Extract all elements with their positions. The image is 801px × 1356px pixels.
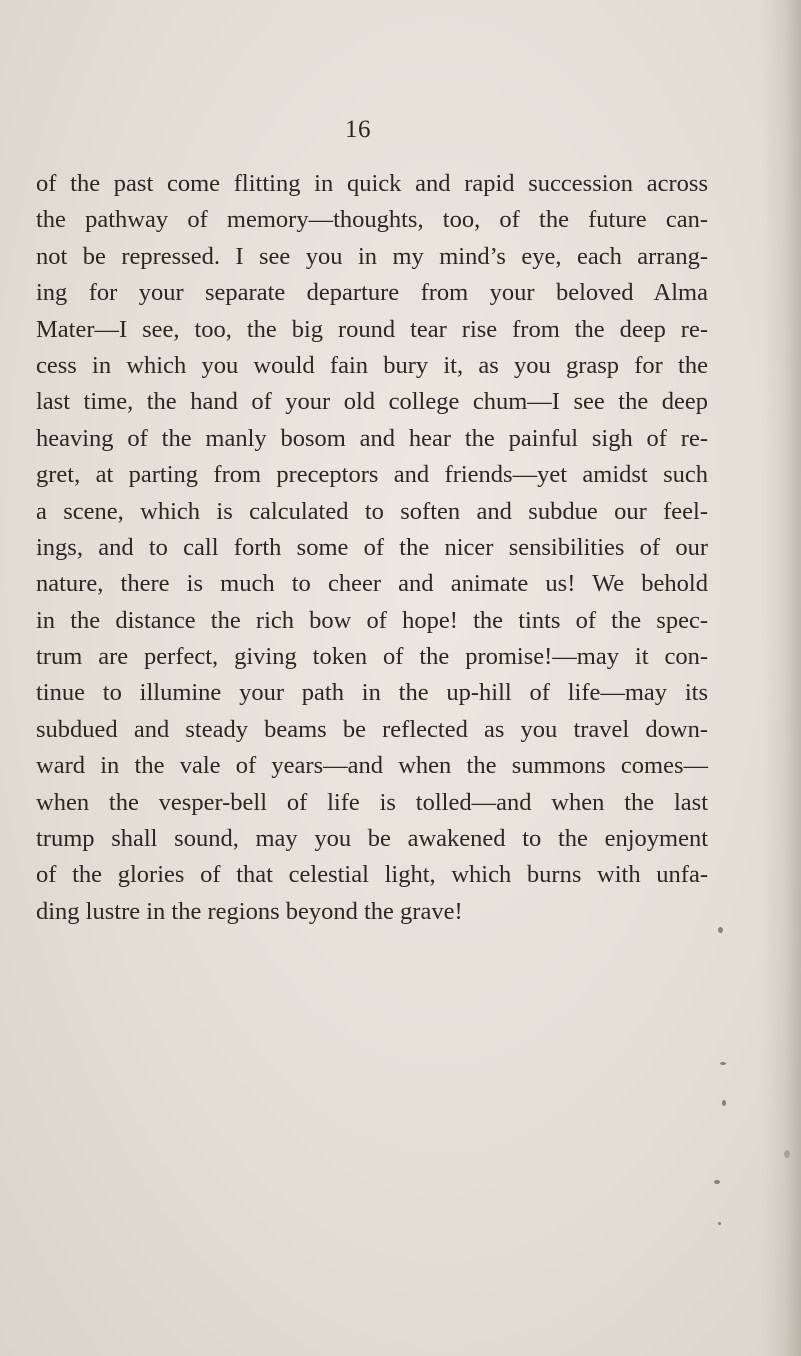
text-line: ings, and to call forth some of the nicer sensibilities of our: [36, 533, 708, 561]
ink-speck: [722, 1100, 726, 1106]
text-line: last time, the hand of your old college chum—I see the deep: [36, 388, 708, 416]
text-line: heaving of the manly bosom and hear the painful sigh of re-: [36, 424, 708, 452]
ink-speck: [718, 927, 723, 933]
ink-speck: [720, 1062, 726, 1065]
text-line: in the distance the rich bow of hope! the tints of the spec-: [36, 606, 708, 634]
text-line: the pathway of memory—thoughts, too, of the future can-: [36, 206, 708, 234]
text-line: not be repressed. I see you in my mind’s eye, each arrang-: [36, 242, 708, 270]
text-line: ward in the vale of years—and when the summons comes—: [36, 752, 708, 780]
text-line: ding lustre in the regions beyond the grave!: [36, 897, 463, 925]
ink-speck: [784, 1150, 790, 1158]
ink-speck: [718, 1222, 721, 1225]
text-line: trum are perfect, giving token of the promise!—may it con-: [36, 643, 708, 671]
text-line: gret, at parting from preceptors and friends—yet amidst such: [36, 461, 708, 489]
text-line: nature, there is much to cheer and animate us! We behold: [36, 570, 708, 598]
text-line: Mater—I see, too, the big round tear rise from the deep re-: [36, 315, 708, 343]
body-text: [36, 166, 708, 930]
text-line: of the past come flitting in quick and rapid succession across: [36, 170, 708, 197]
text-line: trump shall sound, may you be awakened to the enjoyment: [36, 825, 708, 853]
text-line: a scene, which is calculated to soften and subdue our feel-: [36, 497, 708, 525]
text-line: ing for your separate departure from your beloved Alma: [36, 279, 708, 307]
ink-speck: [714, 1180, 720, 1184]
text-line: when the vesper-bell of life is tolled—and when the last: [36, 788, 708, 816]
text-line: of the glories of that celestial light, which burns with unfa-: [36, 861, 708, 889]
page-edge-shadow: [761, 0, 801, 1356]
text-line: subdued and steady beams be reflected as you travel down-: [36, 715, 708, 743]
page-number: 16: [345, 116, 371, 143]
text-line: tinue to illumine your path in the up-hill of life—may its: [36, 679, 708, 707]
text-line: cess in which you would fain bury it, as you grasp for the: [36, 351, 708, 379]
